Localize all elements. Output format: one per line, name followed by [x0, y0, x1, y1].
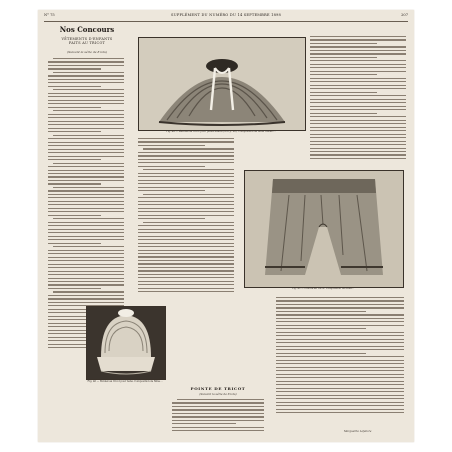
text-line [138, 176, 234, 177]
text-line [138, 225, 234, 226]
text-line [138, 277, 234, 278]
text-line [310, 154, 406, 155]
text-line [48, 93, 124, 94]
text-line [48, 128, 124, 129]
text-line [276, 318, 404, 319]
signature: Marguerite Lefebvre [344, 430, 372, 433]
text-line [143, 148, 234, 149]
text-line [48, 281, 124, 282]
text-line [48, 260, 124, 261]
text-line [138, 260, 234, 261]
text-line [310, 127, 406, 128]
text-line [138, 281, 234, 282]
text-line [138, 201, 234, 202]
text-line [48, 180, 124, 181]
text-line [48, 176, 124, 177]
text-line [276, 356, 404, 357]
text-line [138, 239, 234, 240]
page-number: 207 [401, 13, 408, 17]
text-line [48, 159, 101, 160]
text-line [48, 222, 124, 223]
text-line [138, 267, 234, 268]
text-line [138, 145, 205, 146]
text-line [138, 232, 234, 233]
text-line [53, 163, 124, 164]
text-line [276, 377, 404, 378]
text-line [48, 229, 124, 230]
text-line [48, 302, 124, 303]
text-line [276, 335, 404, 336]
text-line [276, 353, 366, 354]
text-line [310, 88, 406, 89]
text-line [310, 130, 406, 131]
text-line [138, 263, 234, 264]
text-line [138, 250, 234, 251]
text-line [310, 85, 406, 86]
bonnet-caption: Fig. 46 — Bonnet au tricot pour bébé. Composition de Mme… [87, 380, 163, 383]
page-header [44, 13, 408, 21]
text-line [48, 267, 124, 268]
text-line [138, 183, 234, 184]
text-line [276, 374, 404, 375]
pants-illustration [245, 171, 403, 287]
text-line [138, 215, 234, 216]
text-line [276, 363, 404, 364]
text-column-right-bottom [276, 297, 404, 425]
text-line [48, 117, 124, 118]
text-line [48, 204, 124, 205]
text-line [310, 36, 406, 37]
text-line [276, 339, 404, 340]
text-column-bottom-middle [172, 399, 264, 437]
article-subtitle-line2: FAITS AU TRICOT [68, 41, 106, 45]
text-line [138, 284, 234, 285]
text-line [138, 141, 234, 142]
text-line [310, 78, 406, 79]
text-line [143, 222, 234, 223]
article-subtitle [50, 37, 124, 45]
text-line [310, 99, 406, 100]
page [38, 10, 414, 442]
text-line [276, 402, 404, 403]
text-line [276, 391, 404, 392]
text-line [172, 406, 264, 407]
text-line [48, 156, 124, 157]
text-column-right-top [310, 36, 406, 168]
text-line [138, 197, 234, 198]
text-line [138, 166, 205, 167]
text-line [172, 430, 264, 431]
text-line [138, 253, 234, 254]
text-line [310, 106, 406, 107]
text-line [48, 232, 124, 233]
text-line [276, 311, 366, 312]
text-line [310, 57, 377, 58]
text-line [138, 173, 234, 174]
text-line [138, 138, 234, 139]
figure-cape [138, 37, 306, 131]
text-line [53, 110, 124, 111]
text-line [138, 288, 234, 289]
text-line [48, 197, 124, 198]
text-line [310, 120, 406, 121]
text-line [310, 134, 406, 135]
text-line [138, 162, 234, 163]
text-line [48, 190, 124, 191]
text-line [48, 215, 101, 216]
text-line [310, 50, 406, 51]
text-line [48, 65, 124, 66]
text-line [310, 158, 406, 159]
text-line [48, 142, 124, 143]
text-line [138, 256, 234, 257]
text-line [276, 328, 366, 329]
article-title: Nos Concours [59, 25, 115, 34]
text-line [276, 395, 404, 396]
text-line [48, 274, 124, 275]
text-line [177, 399, 264, 400]
text-line [48, 124, 124, 125]
pants-caption: Fig. 45 — Culotte au tricot. Composition de Mme… [291, 287, 355, 290]
text-line [276, 405, 404, 406]
text-line [310, 109, 406, 110]
text-line [310, 39, 406, 40]
text-line [48, 183, 101, 184]
text-line [138, 270, 234, 271]
text-line [48, 201, 124, 202]
text-column-middle [138, 138, 234, 302]
text-line [48, 75, 124, 76]
text-line [310, 74, 377, 75]
text-line [48, 225, 124, 226]
text-line [48, 149, 124, 150]
text-line [48, 152, 124, 153]
text-line [48, 208, 124, 209]
text-line [138, 152, 234, 153]
text-line [138, 246, 234, 247]
figure-pants [244, 170, 404, 288]
text-line [310, 137, 406, 138]
text-line [48, 298, 124, 299]
text-line [310, 151, 406, 152]
text-line [138, 180, 234, 181]
text-line [48, 284, 124, 285]
text-line [276, 398, 404, 399]
text-line [276, 360, 404, 361]
text-line [276, 346, 404, 347]
section-title: POINTE DE TRICOT [190, 386, 246, 391]
text-line [276, 384, 404, 385]
text-line [48, 121, 124, 122]
text-line [172, 423, 236, 424]
issue-number: N° 75 [44, 13, 55, 17]
text-line [48, 194, 124, 195]
text-line [48, 271, 124, 272]
text-line [143, 169, 234, 170]
text-line [310, 113, 377, 114]
text-line [48, 166, 124, 167]
text-line [172, 402, 264, 403]
text-line [48, 278, 124, 279]
text-line [53, 218, 124, 219]
text-line [48, 253, 124, 254]
text-line [172, 409, 264, 410]
section-note: (Suivant la série de 8 lots) [199, 392, 237, 396]
text-line [276, 297, 404, 298]
text-line [138, 274, 234, 275]
text-line [48, 243, 101, 244]
text-line [276, 367, 404, 368]
text-line [310, 46, 406, 47]
text-line [310, 71, 406, 72]
text-line [310, 64, 406, 65]
text-line [48, 250, 124, 251]
text-line [276, 304, 404, 305]
text-line [48, 68, 101, 69]
text-line [276, 332, 404, 333]
text-line [310, 148, 406, 149]
text-line [53, 187, 124, 188]
text-line [310, 123, 406, 124]
text-line [310, 92, 377, 93]
text-line [48, 211, 124, 212]
text-line [276, 388, 404, 389]
text-line [48, 100, 124, 101]
text-line [138, 204, 234, 205]
text-line [48, 138, 124, 139]
text-line [143, 194, 234, 195]
text-line [48, 173, 124, 174]
text-line [276, 412, 404, 413]
text-line [310, 95, 406, 96]
text-line [276, 314, 404, 315]
article-note: (Suivant la série de 8 lots) [66, 50, 108, 54]
text-line [276, 321, 404, 322]
text-line [172, 413, 264, 414]
text-line [48, 145, 124, 146]
text-line [48, 264, 124, 265]
text-line [276, 342, 404, 343]
text-line [48, 239, 124, 240]
text-line [53, 291, 124, 292]
header-rule [44, 21, 408, 22]
text-line [276, 381, 404, 382]
text-line [53, 72, 124, 73]
text-line [48, 236, 124, 237]
text-line [48, 288, 101, 289]
text-line [53, 58, 124, 59]
text-line [138, 218, 205, 219]
text-line [276, 409, 404, 410]
text-line [172, 420, 264, 421]
supplement-title: SUPPLÉMENT DU NUMÉRO DU 14 SEPTEMBRE 1898 [170, 13, 282, 17]
bonnet-illustration [87, 307, 165, 379]
text-line [138, 236, 234, 237]
text-line [310, 116, 406, 117]
text-line [48, 103, 124, 104]
text-line [48, 114, 124, 115]
text-line [138, 159, 234, 160]
text-line [138, 229, 234, 230]
text-line [310, 141, 406, 142]
text-line [48, 257, 124, 258]
text-line [172, 427, 264, 428]
text-line [48, 86, 101, 87]
text-line [138, 243, 234, 244]
text-line [310, 60, 406, 61]
text-line [276, 370, 404, 371]
text-line [276, 325, 404, 326]
cape-caption: Fig. 44 — Pèlerine au tricot pour petite fillette (voir p. 00). Composition de Mme Hubert… [166, 130, 276, 133]
figure-bonnet [86, 306, 166, 380]
text-line [310, 67, 406, 68]
text-line [138, 190, 205, 191]
text-line [310, 102, 406, 103]
text-line [53, 246, 124, 247]
text-line [53, 89, 124, 90]
text-line [48, 96, 124, 97]
text-line [310, 81, 406, 82]
text-line [276, 349, 404, 350]
text-line [48, 295, 124, 296]
text-line [276, 300, 404, 301]
text-line [48, 170, 124, 171]
text-line [48, 82, 124, 83]
text-line [310, 53, 406, 54]
text-line [310, 43, 377, 44]
text-line [138, 211, 234, 212]
text-line [48, 107, 101, 108]
text-line [48, 61, 124, 62]
article-subtitle-line1: VÊTEMENTS D'ENFANTS [61, 37, 113, 41]
text-line [172, 416, 264, 417]
cape-illustration [139, 38, 305, 130]
text-line [53, 135, 124, 136]
text-line [138, 187, 234, 188]
text-line [276, 307, 404, 308]
text-line [138, 208, 234, 209]
text-line [310, 144, 406, 145]
text-line [48, 131, 101, 132]
text-line [138, 291, 234, 292]
text-line [48, 79, 124, 80]
text-line [138, 155, 234, 156]
